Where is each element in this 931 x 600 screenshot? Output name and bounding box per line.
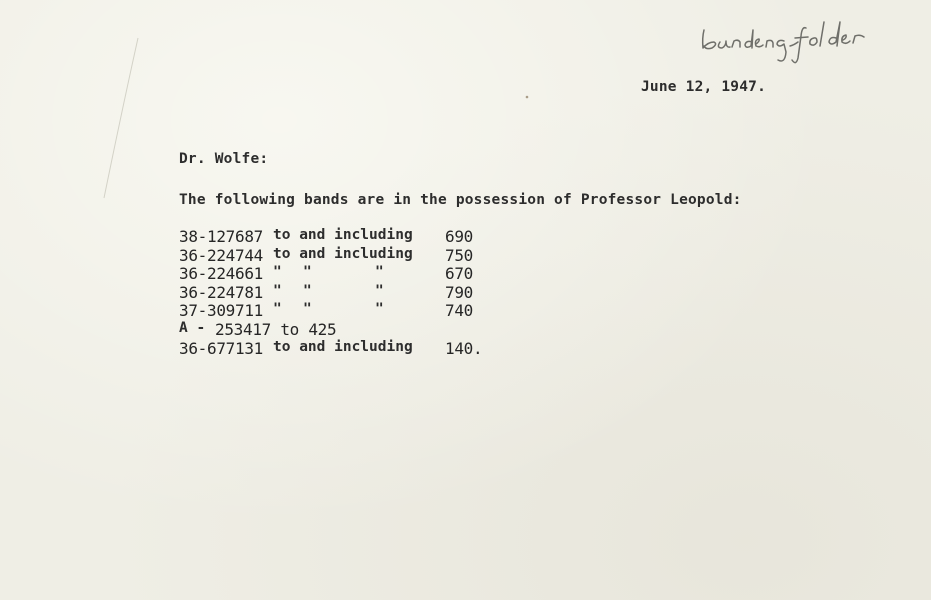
band-list (179, 227, 499, 357)
ditto-mark: " (273, 264, 282, 281)
band-end: 670 (445, 264, 473, 284)
band-number: 38-127687 (179, 227, 263, 246)
band-row (179, 246, 499, 265)
band-number: 36-224661 (179, 264, 263, 284)
band-number: 36-224744 (179, 245, 263, 265)
band-end: 740 (445, 301, 473, 321)
band-number: 36-224781 (179, 282, 263, 302)
band-row (179, 264, 499, 283)
ditto-mark: " (375, 301, 384, 318)
band-row (179, 227, 499, 246)
band-number: 37-309711 (179, 301, 263, 321)
band-number: 36-677131 (179, 338, 263, 358)
ditto-mark: " (375, 282, 384, 299)
band-row (179, 339, 499, 358)
salutation: Dr. Wolfe: (179, 151, 269, 167)
ditto-mark: " (273, 282, 282, 299)
handwritten-annotation (690, 8, 890, 78)
ditto-mark: " (303, 301, 312, 318)
band-end: 750 (445, 245, 473, 265)
band-phrase: to and including (273, 338, 413, 355)
band-range: 253417 to 425 (215, 319, 337, 339)
intro-sentence: The following bands are in the possession of Professor Leopold: (179, 192, 742, 208)
band-row (179, 320, 499, 339)
band-end: 140. (445, 338, 483, 358)
ditto-mark: " (273, 301, 282, 318)
band-phrase: to and including (273, 245, 413, 262)
band-end: 690 (445, 227, 473, 246)
band-phrase: to and including (273, 227, 413, 243)
ditto-mark: " (303, 264, 312, 281)
ditto-mark: " (375, 264, 384, 281)
band-row (179, 301, 499, 320)
band-row (179, 283, 499, 302)
ditto-mark: " (303, 282, 312, 299)
band-end: 790 (445, 282, 473, 302)
band-prefix: A - (179, 319, 206, 336)
letter-date: June 12, 1947. (641, 79, 767, 95)
